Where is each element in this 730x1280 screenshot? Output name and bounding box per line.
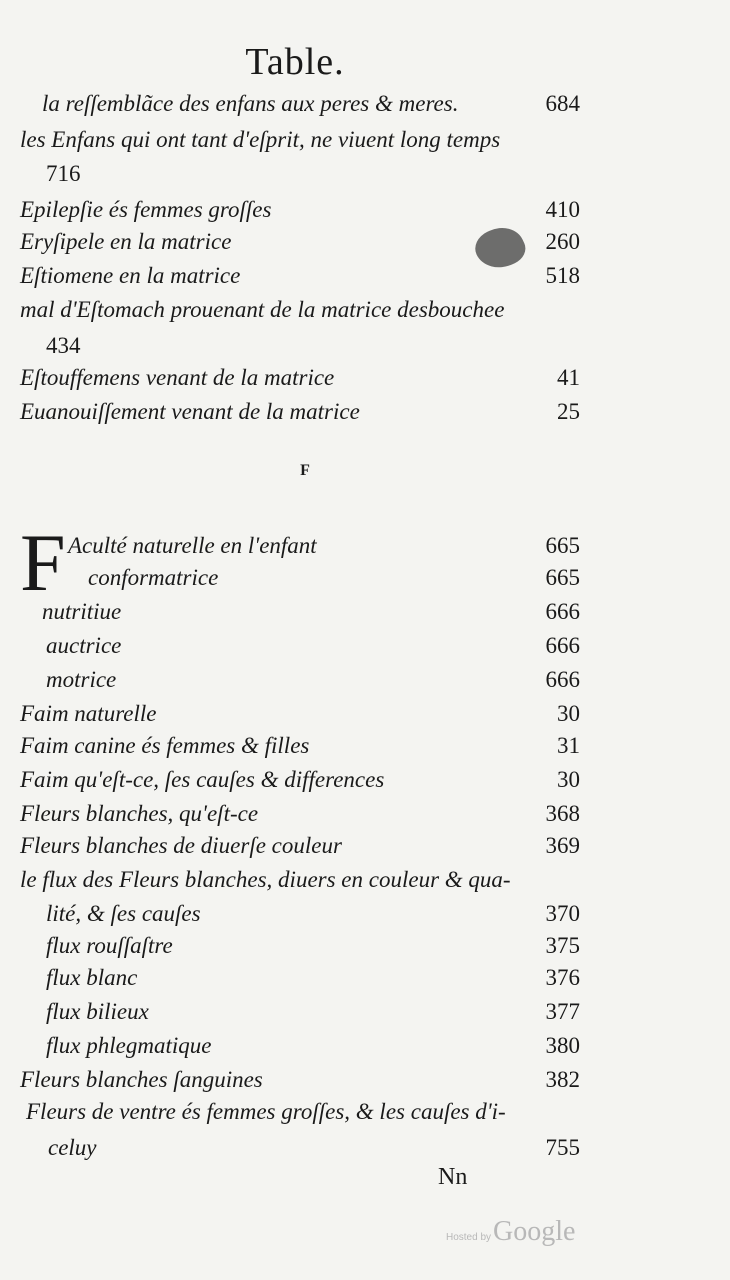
entry-text: mal d'Eſtomach prouenant de la matrice desbouchee [20,297,505,322]
entry-text: Eſtiomene en la matrice [20,263,241,288]
entry-page: 31 [557,733,580,758]
entry-page: 666 [545,667,580,692]
entry-text: Epilepſie és femmes groſſes [20,197,272,222]
entry-text: motrice [46,667,117,692]
index-entry [20,664,580,696]
entry-page: 376 [545,965,580,990]
entry-text: Faim qu'eſt-ce, ſes cauſes & differences [20,767,385,792]
entry-page: 377 [545,999,580,1024]
watermark-prefix: Hosted by [446,1232,492,1243]
index-entry [20,830,580,862]
index-entry [20,1096,580,1128]
entry-page: 410 [545,197,580,222]
entry-text: flux bilieux [46,999,149,1024]
entry-text: Faim naturelle [20,701,157,726]
index-entry [20,898,580,930]
index-entry [20,194,580,226]
index-entry [20,1132,580,1164]
index-entry [20,698,580,730]
watermark-brand: Google [493,1216,576,1247]
index-entry [20,562,580,594]
signature-mark: Nn [438,1164,468,1190]
entry-page: 30 [557,701,580,726]
index-entry [20,764,580,796]
entry-page: 684 [545,91,580,116]
index-entry [20,330,580,362]
entry-text: Fleurs blanches, qu'eſt-ce [20,801,259,826]
index-entry [20,124,580,156]
entry-text: conformatrice [88,565,219,590]
section-letter: F [300,462,310,479]
index-entry [20,730,580,762]
drop-cap: F [20,517,66,608]
entry-page: 41 [557,365,580,390]
index-entry [20,226,580,258]
entry-text: 716 [46,161,81,186]
index-entry [20,1064,580,1096]
index-entry [20,596,580,628]
entry-page: 666 [545,633,580,658]
index-entry [20,930,580,962]
entry-text: la reſſemblãce des enfans aux peres & meres. [42,91,459,116]
entry-page: 30 [557,767,580,792]
entry-page: 755 [545,1135,580,1160]
entry-text: celuy [48,1135,97,1160]
entry-text: Faim canine és femmes & filles [20,733,310,758]
entry-page: 369 [545,833,580,858]
index-entry [20,630,580,662]
entry-text: Aculté naturelle en l'enfant [68,533,317,558]
entry-page: 375 [545,933,580,958]
entry-text: Fleurs de ventre és femmes groſſes, & les cauſes d'i- [26,1099,506,1124]
entry-page: 368 [545,801,580,826]
index-entry [20,260,580,292]
entry-text: Fleurs blanches de diuerſe couleur [20,833,342,858]
index-entry [20,396,580,428]
entry-text: lité, & ſes cauſes [46,901,201,926]
entry-text: flux phlegmatique [46,1033,212,1058]
entry-text: le flux des Fleurs blanches, diuers en couleur & qua- [20,867,511,892]
entry-page: 25 [557,399,580,424]
index-entry [20,996,580,1028]
entry-page: 665 [545,565,580,590]
entry-page: 260 [545,229,580,254]
entry-page: 665 [545,533,580,558]
entry-text: nutritiue [42,599,122,624]
entry-page: 518 [545,263,580,288]
entry-text: 434 [46,333,81,358]
index-entry [20,798,580,830]
index-entry [20,294,580,326]
index-entry [20,88,580,120]
entry-page: 666 [545,599,580,624]
entry-text: flux rouſſaſtre [46,933,173,958]
index-entry [20,962,580,994]
index-entry [20,530,580,562]
entry-text: Euanouiſſement venant de la matrice [20,399,360,424]
entry-text: Eſtouffemens venant de la matrice [20,365,335,390]
google-watermark [446,1216,575,1248]
entry-text: flux blanc [46,965,138,990]
entry-page: 382 [545,1067,580,1092]
entry-text: Eryſipele en la matrice [20,229,232,254]
entry-page: 380 [545,1033,580,1058]
entry-text: Fleurs blanches ſanguines [20,1067,263,1092]
entry-text: auctrice [46,633,122,658]
index-entry [20,158,580,190]
page-title: Table. [245,41,345,83]
index-entry [20,1030,580,1062]
entry-page: 370 [545,901,580,926]
entry-text: les Enfans qui ont tant d'eſprit, ne viuent long temps [20,127,501,152]
index-entry [20,362,580,394]
index-entry [20,864,580,896]
